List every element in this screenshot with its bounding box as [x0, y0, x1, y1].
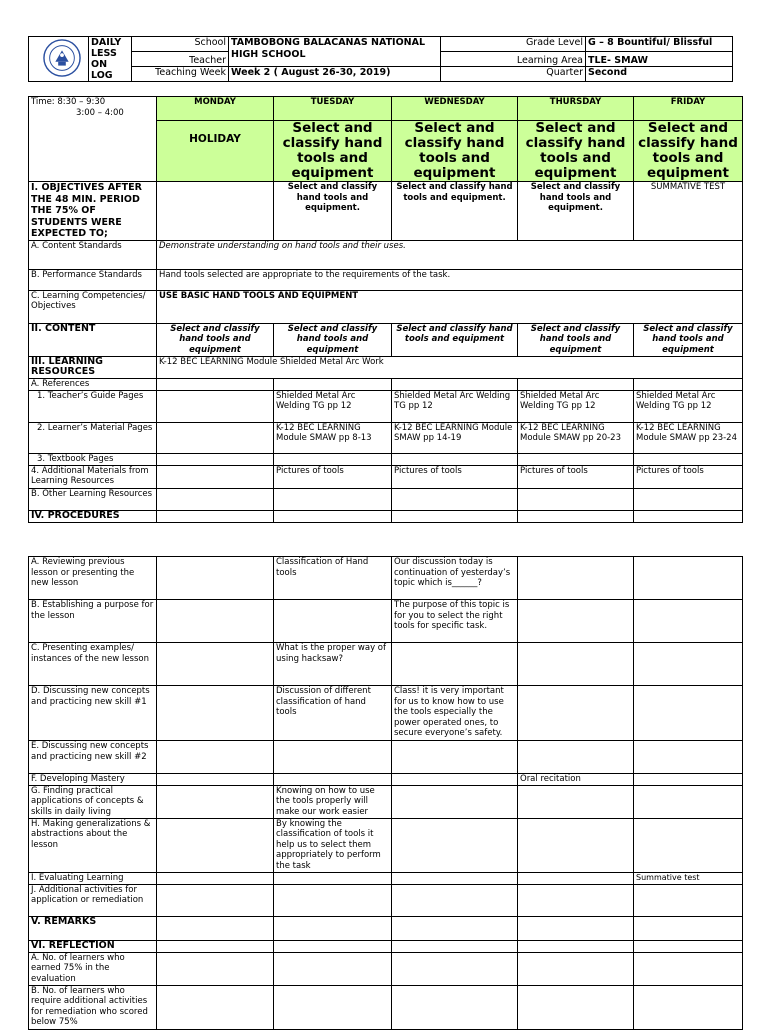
topic-monday: HOLIDAY: [157, 121, 274, 182]
procedure-c-tuesday: What is the proper way of using hacksaw?: [274, 643, 392, 686]
week-label: Teaching Week: [132, 67, 229, 82]
day-tuesday: TUESDAY: [274, 97, 392, 121]
procedure-a-label: A. Reviewing previous lesson or presenting the new lesson: [29, 557, 157, 600]
tg-cell: Shielded Metal Arc Welding TG pp 12: [274, 390, 392, 422]
content-standards-label: A. Content Standards: [29, 240, 157, 269]
school-label: School: [132, 37, 229, 52]
dll-title-line: DAILY: [91, 37, 122, 48]
time-line: 3:00 – 4:00: [76, 107, 124, 118]
remarks-label: V. REMARKS: [29, 916, 157, 940]
topic-tuesday: Select and classify hand tools and equipment: [274, 121, 392, 182]
additional-cell: Pictures of tools: [518, 465, 634, 488]
dll-title: [89, 37, 132, 82]
procedure-b-label: B. Establishing a purpose for the lesson: [29, 600, 157, 643]
lm-cell: K-12 BEC LEARNING Module SMAW pp 23-24: [634, 422, 743, 453]
content-cell: Select and classify hand tools and equipment: [274, 323, 392, 356]
content-cell: Select and classify hand tools and equipment: [518, 323, 634, 356]
school-value: TAMBOBONG BALACANAS NATIONAL HIGH SCHOOL: [229, 37, 441, 67]
procedure-a-tuesday: Classification of Hand tools: [274, 557, 392, 600]
topic-thursday: Select and classify hand tools and equipment: [518, 121, 634, 182]
textbook-label: 3. Textbook Pages: [29, 453, 157, 465]
additional-cell: Pictures of tools: [274, 465, 392, 488]
logo-cell: [29, 37, 89, 82]
other-resources-label: B. Other Learning Resources: [29, 488, 157, 510]
reflection-label: VI. REFLECTION: [29, 940, 157, 952]
time-line: Time: 8:30 – 9:30: [31, 97, 106, 107]
day-wednesday: WEDNESDAY: [392, 97, 518, 121]
reflection-a-label: A. No. of learners who earned 75% in the evaluation: [29, 952, 157, 985]
procedure-a-wednesday: Our discussion today is continuation of yesterday’s topic which is______?: [392, 557, 518, 600]
performance-label: B. Performance Standards: [29, 269, 157, 290]
area-value: TLE- SMAW: [586, 52, 733, 67]
competencies-value: USE BASIC HAND TOOLS AND EQUIPMENT: [157, 290, 743, 323]
header-table: [28, 36, 733, 82]
day-thursday: THURSDAY: [518, 97, 634, 121]
procedure-h-tuesday: By knowing the classification of tools it help us to select them appropriately to perform the task: [274, 818, 392, 872]
procedure-g-label: G. Finding practical applications of concepts & skills in daily living: [29, 785, 157, 818]
content-label: II. CONTENT: [29, 323, 157, 356]
week-value: Week 2 ( August 26-30, 2019): [229, 67, 441, 82]
lesson-plan-table: [28, 96, 743, 523]
procedure-d-wednesday: Class! it is very important for us to know how to use the tools especially the power operated ones, to secure everyone’s safety.: [392, 686, 518, 741]
content-standards-value: Demonstrate understanding on hand tools and their uses.: [157, 240, 743, 269]
content-cell: Select and classify hand tools and equipment: [392, 323, 518, 356]
procedure-i-friday: Summative test: [634, 872, 743, 884]
area-label: Learning Area: [441, 52, 586, 67]
procedure-j-label: J. Additional activities for application or remediation: [29, 884, 157, 916]
content-cell: Select and classify hand tools and equipment: [634, 323, 743, 356]
tg-cell: Shielded Metal Arc Welding TG pp 12: [634, 390, 743, 422]
reflection-b-label: B. No. of learners who require additional activities for remediation who scored below 75%: [29, 985, 157, 1029]
objective-cell: Select and classify hand tools and equipment.: [274, 182, 392, 241]
lm-cell: K-12 BEC LEARNING Module SMAW pp 14-19: [392, 422, 518, 453]
lm-cell: [157, 422, 274, 453]
lm-cell: K-12 BEC LEARNING Module SMAW pp 20-23: [518, 422, 634, 453]
quarter-label: Quarter: [441, 67, 586, 82]
deped-seal-logo: [43, 39, 81, 77]
day-friday: FRIDAY: [634, 97, 743, 121]
lm-label: 2. Learner’s Material Pages: [29, 422, 157, 453]
objective-cell: Select and classify hand tools and equipment.: [392, 182, 518, 241]
procedure-h-label: H. Making generalizations & abstractions about the lesson: [29, 818, 157, 872]
resources-value: K-12 BEC LEARNING Module Shielded Metal Arc Work: [157, 356, 743, 378]
content-cell: Select and classify hand tools and equipment: [157, 323, 274, 356]
additional-cell: [157, 465, 274, 488]
procedure-d-label: D. Discussing new concepts and practicing new skill #1: [29, 686, 157, 741]
procedure-d-tuesday: Discussion of different classification of hand tools: [274, 686, 392, 741]
objective-cell: SUMMATIVE TEST: [634, 182, 743, 241]
references-label: A. References: [29, 378, 157, 390]
tg-cell: [157, 390, 274, 422]
procedure-i-label: I. Evaluating Learning: [29, 872, 157, 884]
additional-label: 4. Additional Materials from Learning Resources: [29, 465, 157, 488]
procedures-table: [28, 556, 743, 1030]
grade-value: G – 8 Bountiful/ Blissful: [586, 37, 733, 52]
objective-cell: [157, 182, 274, 241]
quarter-value: Second: [586, 67, 733, 82]
lm-cell: K-12 BEC LEARNING Module SMAW pp 8-13: [274, 422, 392, 453]
procedures-label: IV. PROCEDURES: [29, 510, 157, 522]
performance-value: Hand tools selected are appropriate to the requirements of the task.: [157, 269, 743, 290]
dll-title-line: ON: [91, 59, 108, 70]
tg-label: 1. Teacher’s Guide Pages: [29, 390, 157, 422]
procedure-g-tuesday: Knowing on how to use the tools properly will make our work easier: [274, 785, 392, 818]
day-monday: MONDAY: [157, 97, 274, 121]
tg-cell: Shielded Metal Arc Welding TG pp 12: [518, 390, 634, 422]
procedure-f-thursday: Oral recitation: [518, 774, 634, 786]
dll-title-line: LOG: [91, 70, 113, 81]
procedure-b-wednesday: The purpose of this topic is for you to select the right tools for specific task.: [392, 600, 518, 643]
grade-label: Grade Level: [441, 37, 586, 52]
competencies-label: C. Learning Competencies/ Objectives: [29, 290, 157, 323]
objectives-label: I. OBJECTIVES AFTER THE 48 MIN. PERIOD THE 75% OF STUDENTS WERE EXPECTED TO;: [29, 182, 157, 241]
procedure-f-label: F. Developing Mastery: [29, 774, 157, 786]
procedure-e-label: E. Discussing new concepts and practicing new skill #2: [29, 741, 157, 774]
time-cell: [29, 97, 157, 182]
topic-friday: Select and classify hand tools and equipment: [634, 121, 743, 182]
additional-cell: Pictures of tools: [392, 465, 518, 488]
teacher-label: Teacher: [132, 52, 229, 67]
procedure-c-label: C. Presenting examples/ instances of the new lesson: [29, 643, 157, 686]
tg-cell: Shielded Metal Arc Welding TG pp 12: [392, 390, 518, 422]
topic-wednesday: Select and classify hand tools and equipment: [392, 121, 518, 182]
additional-cell: Pictures of tools: [634, 465, 743, 488]
dll-title-line: LESS: [91, 48, 117, 59]
resources-label: III. LEARNING RESOURCES: [29, 356, 157, 378]
objective-cell: Select and classify hand tools and equipment.: [518, 182, 634, 241]
